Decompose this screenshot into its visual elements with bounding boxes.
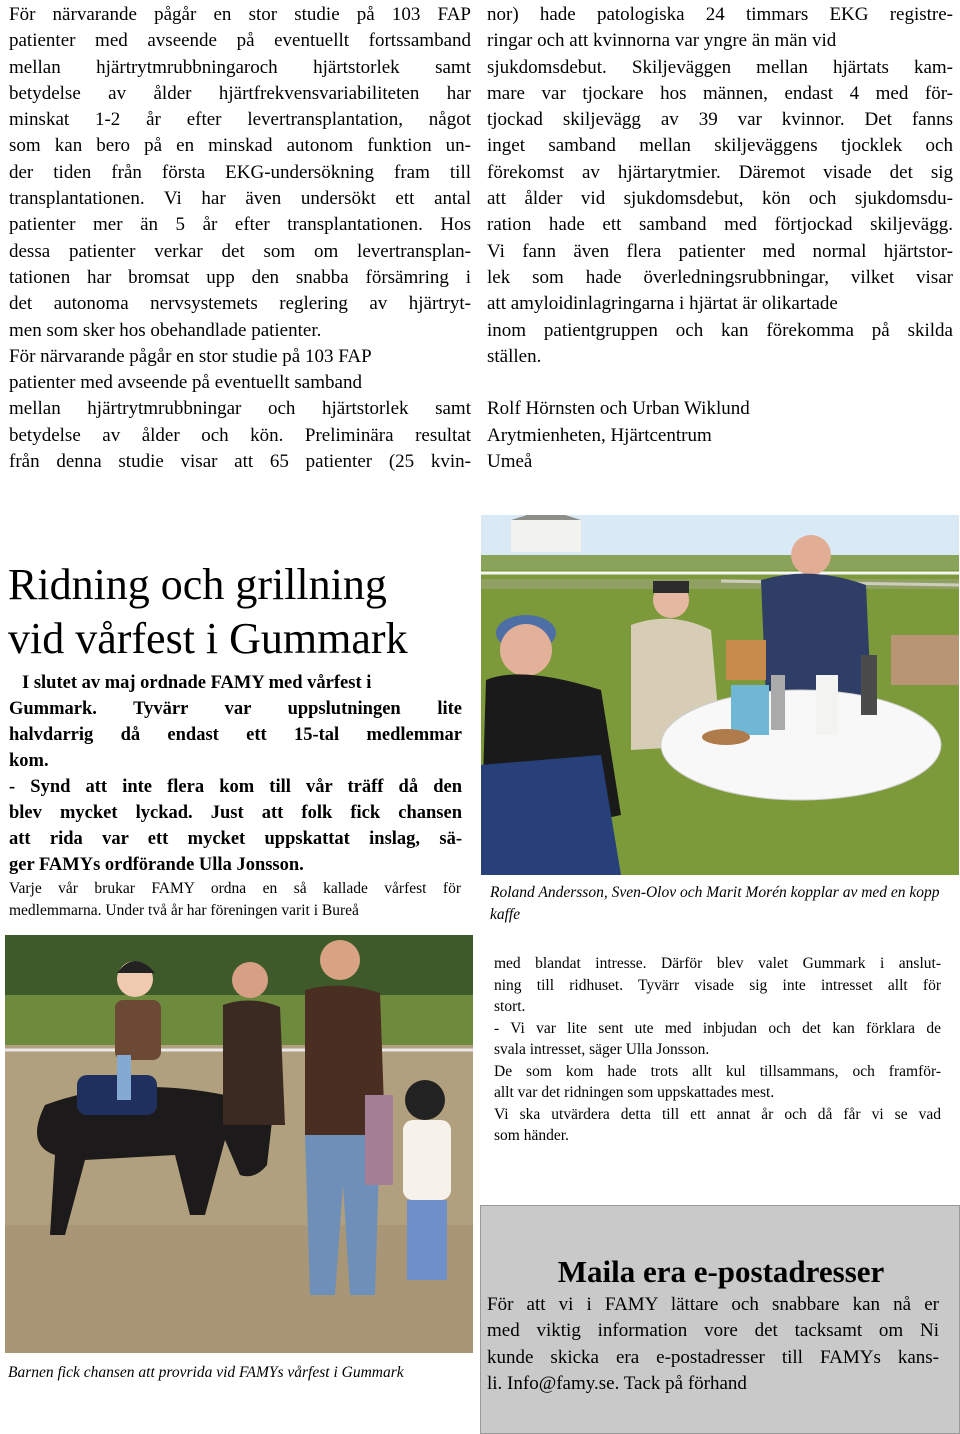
text-line: lek som hade överledningsrubbningar, vilket visar — [487, 266, 953, 288]
article-lead — [9, 670, 462, 878]
body-line: svala intresset, säger Ulla Jonsson. — [494, 1041, 710, 1058]
text-line: förekomst av hjärtarytmier. Däremot visade det sig — [487, 161, 953, 183]
text-line: mellan hjärtrytmrubbningar och hjärtstorlek samt — [9, 398, 471, 420]
lead-line: att rida var ett mycket uppskattat inslag, sä- — [9, 829, 462, 849]
photo-horse-riding — [5, 935, 473, 1353]
text-line: patienter mer än 5 år efter transplantationen. Hos — [9, 214, 471, 236]
text-line: dessa patienter verkar det som om levertransplan- — [9, 240, 471, 262]
text-line: inget samband mellan skiljeväggens tjocklek och — [487, 135, 953, 157]
signature-line: Umeå — [487, 451, 533, 473]
body-line: - Vi var lite sent ute med inbjudan och det kan förklara de — [494, 1019, 941, 1037]
text-line: För närvarande pågår en stor studie på 103 FAP — [9, 4, 471, 25]
text-line: patienter med avseende på eventuellt samband — [9, 372, 362, 394]
headline-line: vid vårfest i Gummark — [8, 614, 408, 663]
email-box-line: med viktig information vore det tacksamt om Ni — [487, 1320, 939, 1342]
text-line: det autonoma nervsystemets reglering av hjärtryt- — [9, 293, 471, 315]
body-line: stort. — [494, 998, 526, 1015]
body-line: som händer. — [494, 1127, 569, 1144]
body-line: medlemmarna. Under två år har föreningen varit i Bureå — [9, 901, 359, 919]
article-body-continued — [494, 953, 941, 1147]
body-line: med blandat intresse. Därför blev valet Gummark i anslut- — [494, 955, 941, 972]
text-line: men som sker hos obehandlade patienter. — [9, 319, 322, 341]
text-line: nor) hade patologiska 24 timmars EKG registre- — [487, 4, 953, 25]
text-line: mare var tjockare hos männen, endast 4 med för- — [487, 82, 953, 104]
signature-line: Arytmienheten, Hjärtcentrum — [487, 424, 712, 446]
text-line: betydelse av ålder och kön. Preliminära resultat — [9, 424, 471, 446]
lead-line: ger FAMYs ordförande Ulla Jonsson. — [9, 855, 304, 875]
text-line: att ålder vid sjukdomsdebut, kön och sjukdomsdu- — [487, 188, 953, 210]
photo-horse-caption: Barnen fick chansen att provrida vid FAMYs vårfest i Gummark — [8, 1364, 404, 1381]
body-line: ning till ridhuset. Tyvärr visade sig inte intresset allt för — [494, 976, 941, 994]
lead-line: blev mycket lyckad. Just att folk fick chansen — [9, 803, 462, 823]
text-line: minskat 1-2 år efter levertransplantation, något — [9, 109, 471, 131]
text-line: mellan hjärtrytmrubbningaroch hjärtstorlek samt — [9, 56, 471, 78]
top-right-column — [487, 2, 953, 475]
email-box-line: kunde skicka era e-postadresser till FAMYs kans- — [487, 1346, 939, 1368]
lead-line: Gummark. Tyvärr var uppslutningen lite — [9, 699, 462, 719]
text-line: Vi fann även flera patienter med normal hjärtstor- — [487, 240, 953, 262]
text-line: som kan bero på en minskad autonom funktion un- — [9, 135, 471, 157]
photo-coffee-table — [481, 515, 959, 875]
body-line: Varje vår brukar FAMY ordna en så kallade vårfest för — [9, 880, 461, 897]
horse-photo-illustration — [5, 935, 473, 1353]
text-line: ringar och att kvinnorna var yngre än män vid — [487, 30, 837, 52]
headline-line: Ridning och grillning — [8, 560, 387, 609]
email-box-title: Maila era e-postadresser — [557, 1254, 885, 1289]
text-line: patienter med avseende på eventuellt fortssamband — [9, 30, 471, 52]
lead-line: kom. — [9, 751, 49, 771]
text-line: ration hade ett samband med förtjockad skiljevägg. — [487, 214, 953, 236]
lead-line: halvdarrig då endast ett 15-tal medlemmar — [9, 725, 462, 745]
email-request-box — [480, 1205, 960, 1434]
text-line: För närvarande pågår en stor studie på 103 FAP — [9, 345, 372, 367]
body-line: Vi ska utvärdera detta till ett annat år och då får vi se vad — [494, 1105, 941, 1123]
body-line: allt var det ridningen som uppskattades mest. — [494, 1084, 775, 1101]
coffee-photo-illustration — [481, 515, 959, 875]
top-left-column — [9, 2, 471, 475]
text-line: från denna studie visar att 65 patienter (25 kvin- — [9, 451, 471, 473]
article-body-start — [9, 878, 461, 921]
spacer — [487, 370, 953, 396]
signature-line: Rolf Hörnsten och Urban Wiklund — [487, 398, 750, 420]
text-line: inom patientgruppen och kan förekomma på skilda — [487, 319, 953, 341]
lead-line: - Synd att inte flera kom till vår träff då den — [9, 777, 462, 797]
text-line: transplantationen. Vi har även undersökt ett antal — [9, 188, 471, 210]
text-line: betydelse av ålder hjärtfrekvensvariabiliteten har — [9, 82, 471, 104]
text-line: sjukdomsdebut. Skiljeväggen mellan hjärtats kam- — [487, 56, 953, 78]
email-box-line: li. Info@famy.se. Tack på förhand — [487, 1372, 747, 1394]
text-line: tationen har bromsat upp den snabba försämring i — [9, 266, 471, 288]
text-line: ställen. — [487, 345, 542, 367]
photo-coffee-caption: Roland Andersson, Sven-Olov och Marit Morén kopplar av med en kopp kaffe — [490, 884, 940, 923]
article-headline — [8, 558, 478, 666]
text-line: tjockad skiljevägg av 39 var kvinnor. Det fanns — [487, 109, 953, 131]
text-line: der tiden från första EKG-undersökning fram till — [9, 161, 471, 183]
email-box-line: För att vi i FAMY lättare och snabbare kan nå er — [487, 1294, 939, 1315]
text-line: att amyloidinlagringarna i hjärtat är olikartade — [487, 293, 838, 315]
body-line: De som kom hade trots allt kul tillsammans, och framför- — [494, 1062, 941, 1080]
lead-line: I slutet av maj ordnade FAMY med vårfest i — [22, 673, 372, 693]
